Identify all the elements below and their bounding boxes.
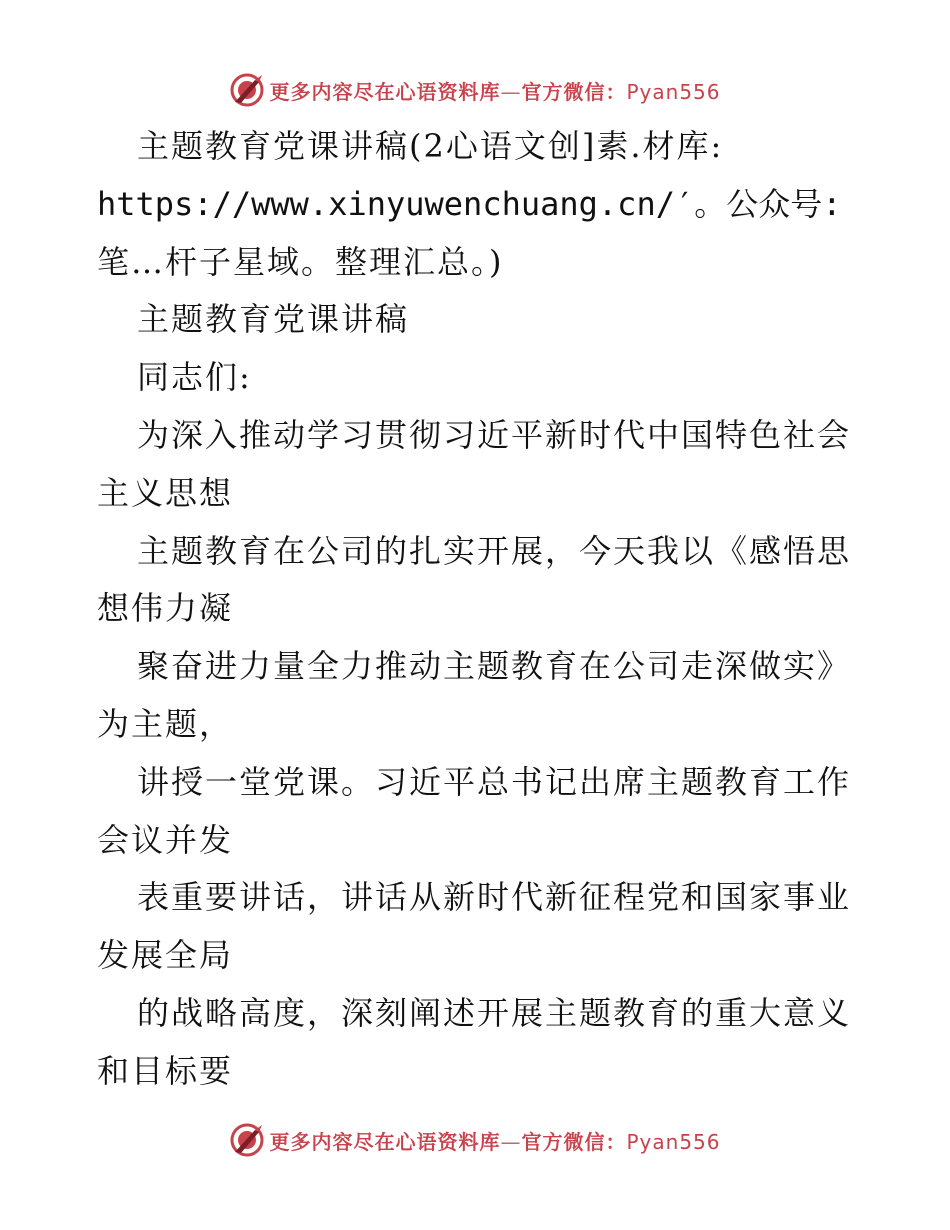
- body-paragraph: 为深入推动学习贯彻习近平新时代中国特色社会主义思想: [97, 415, 852, 512]
- body-paragraph: 的战略高度，深刻阐述开展主题教育的重大意义和目标要: [97, 993, 852, 1090]
- header-site-name: 更多内容尽在心语资料库: [269, 79, 501, 104]
- body-paragraph: 讲授一堂党课。习近平总书记出席主题教育工作会议并发: [97, 762, 852, 859]
- quill-seal-icon: [229, 72, 265, 108]
- header-banner: [0, 70, 950, 110]
- footer-separator: —: [500, 1129, 522, 1154]
- body-line-source-end: 笔…杆子星域。整理汇总。): [97, 242, 504, 281]
- header-text: [269, 76, 720, 105]
- body-line-title-source: 主题教育党课讲稿(2心语文创]素.材库:: [137, 127, 724, 165]
- body-paragraph: 表重要讲话，讲话从新时代新征程党和国家事业发展全局: [97, 878, 852, 975]
- body-paragraph: 主题教育在公司的扎实开展，今天我以《感悟思想伟力凝: [97, 531, 852, 628]
- body-line-url: https://www.xinyuwenchuang.cn/′。公众号:: [97, 184, 842, 223]
- footer-banner: [0, 1120, 950, 1160]
- header-wechat-label: 官方微信：: [521, 79, 627, 104]
- header-separator: —: [500, 79, 522, 104]
- footer-wechat-label: 官方微信：: [521, 1129, 627, 1154]
- footer-text: [269, 1126, 720, 1155]
- document-body: [97, 118, 857, 1101]
- header-wechat-id: Pyan556: [626, 79, 721, 104]
- body-paragraph: 聚奋进力量全力推动主题教育在公司走深做实》为主题，: [97, 647, 852, 743]
- footer-wechat-id: Pyan556: [626, 1129, 721, 1154]
- footer-site-name: 更多内容尽在心语资料库: [269, 1129, 501, 1154]
- quill-seal-icon: [229, 1122, 265, 1158]
- body-line-title: 主题教育党课讲稿: [137, 300, 410, 339]
- body-line-salutation: 同志们:: [137, 358, 252, 397]
